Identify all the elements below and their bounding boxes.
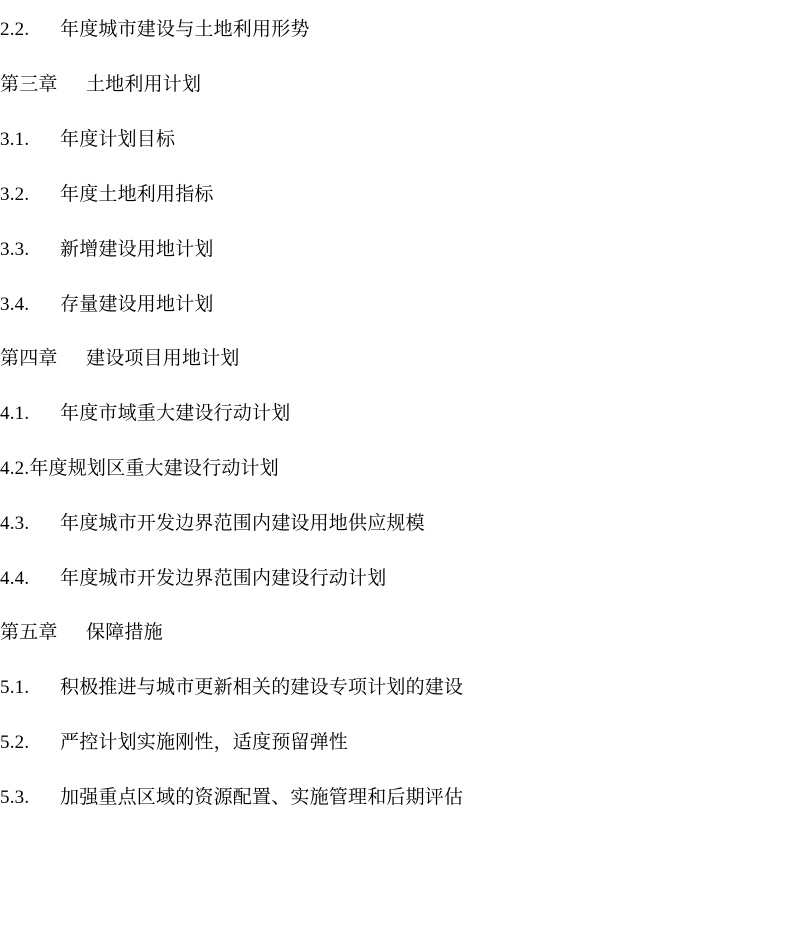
toc-entry-title: 积极推进与城市更新相关的建设专项计划的建设: [60, 677, 464, 698]
toc-entry-number: 3.4.: [0, 294, 30, 315]
toc-entry-number: 3.3.: [0, 239, 30, 260]
toc-entry[interactable]: [0, 621, 163, 645]
toc-entry[interactable]: [0, 676, 463, 700]
toc-entry[interactable]: [0, 73, 201, 97]
toc-entry-title: 存量建设用地计划: [60, 294, 214, 315]
toc-entry-title: 年度计划目标: [60, 129, 176, 150]
toc-entry[interactable]: [0, 128, 175, 152]
toc-entry-title: 年度规划区重大建设行动计划: [29, 458, 279, 479]
toc-entry[interactable]: [0, 402, 290, 426]
toc-entry-number: 4.2.: [0, 458, 30, 479]
toc-entry[interactable]: [0, 238, 214, 262]
toc-entry-title: 严控计划实施刚性，适度预留弹性: [60, 732, 349, 753]
toc-entry[interactable]: [0, 731, 348, 755]
toc-entry-title: 建设项目用地计划: [86, 348, 240, 369]
toc-entry-number: 4.3.: [0, 513, 30, 534]
toc-entry-number: 5.2.: [0, 732, 30, 753]
toc-entry-number: 4.1.: [0, 403, 30, 424]
toc-entry[interactable]: [0, 457, 279, 481]
toc-entry-number: 3.1.: [0, 129, 30, 150]
toc-entry-number: 3.2.: [0, 184, 30, 205]
toc-entry-number: 5.1.: [0, 677, 30, 698]
toc-entry-number: 5.3.: [0, 787, 30, 808]
toc-entry-title: 年度市域重大建设行动计划: [60, 403, 291, 424]
toc-entry-number: 第四章: [0, 348, 58, 369]
toc-entry[interactable]: [0, 18, 310, 42]
toc-entry[interactable]: [0, 183, 214, 207]
toc-entry-number: 第三章: [0, 74, 58, 95]
toc-entry[interactable]: [0, 347, 240, 371]
toc-entry-number: 4.4.: [0, 568, 30, 589]
toc-entry-title: 新增建设用地计划: [60, 239, 214, 260]
toc-entry-title: 土地利用计划: [86, 74, 202, 95]
toc-entry[interactable]: [0, 512, 425, 536]
toc-entry-title: 年度城市建设与土地利用形势: [60, 19, 310, 40]
toc-entry-title: 加强重点区域的资源配置、实施管理和后期评估: [60, 787, 464, 808]
toc-entry-title: 年度土地利用指标: [60, 184, 214, 205]
toc-entry[interactable]: [0, 293, 214, 317]
toc-entry-number: 2.2.: [0, 19, 30, 40]
toc-entry-number: 第五章: [0, 622, 58, 643]
toc-entry[interactable]: [0, 567, 386, 591]
toc-entry-title: 年度城市开发边界范围内建设行动计划: [60, 568, 387, 589]
toc-entry[interactable]: [0, 786, 463, 810]
toc-entry-title: 保障措施: [86, 622, 163, 643]
toc-entry-title: 年度城市开发边界范围内建设用地供应规模: [60, 513, 425, 534]
